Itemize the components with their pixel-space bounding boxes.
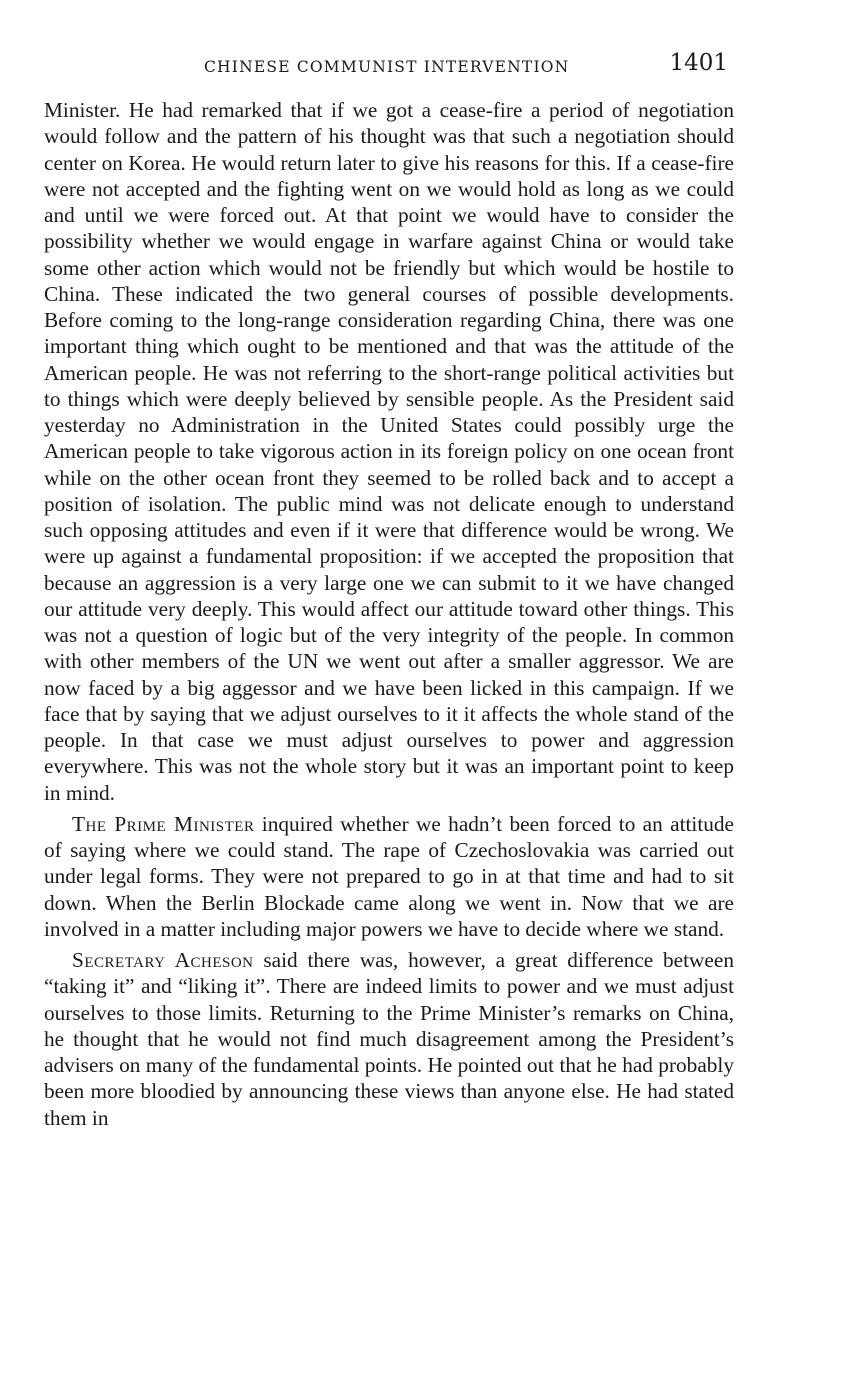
paragraph-text: Minister. He had remarked that if we got a cease-fire a period of negotiation would follow and the pattern of his thought was that such a negotiation should center on Korea. He would return later to give his reasons for this. If a cease-fire were not accepted and the fighting went on we would hold as long as we could and until we were forced out. At that point we would have to consider the possibility whether we would engage in warfare against China or would take some other action which would not be friendly but which would be hostile to China. These indicated the two general courses of possible developments. Before coming to the long-range consideration regarding China, there was one important thing which ought to be mentioned and that was the attitude of the American people. He was not referring to the short-range political activities but to things which were deeply believed by sensible people. As the President said yesterday no Administration in the United States could possibly urge the American people to take vigorous action in its foreign policy on one ocean front while on the other ocean front they seemed to be rolled back and to accept a position of isolation. The public mind was not delicate enough to understand such opposing attitudes and even if it were that difference would be wrong. We were up against a fundamental proposition: if we accepted the proposition that because an aggression is a very large one we can submit to it we have changed our attitude very deeply. This would affect our attitude toward other things. This was not a question of logic but of the very integrity of the people. In common with other members of the UN we went out after a smaller aggressor. We are now faced by a big aggessor and we have been licked in this campaign. If we face that by saying that we adjust ourselves to it it affects the whole stand of the people. In that case we must adjust ourselves to power and aggression everywhere. This was not the whole story but it was an important point to keep in mind. (44, 98, 734, 805)
running-head (44, 50, 734, 84)
paragraph-secretary-acheson (44, 947, 734, 1131)
page-number: 1401 (669, 50, 728, 76)
paragraph-continuation (44, 97, 734, 806)
body-text (44, 97, 734, 1131)
running-title: CHINESE COMMUNIST INTERVENTION (204, 58, 570, 76)
paragraph-text: inquired whether we hadn’t been forced to an attitude of saying where we could stand. The rape of Czechoslovakia was carried out under legal forms. They were not prepared to go in at that time and had to sit down. When the Berlin Blockade came along we went in. Now that we are involved in a matter including major powers we have to decide where we stand. (44, 811, 734, 941)
paragraph-prime-minister (44, 811, 734, 942)
paragraph-text: said there was, however, a great difference between “taking it” and “liking it”. There are indeed limits to power and we must adjust ourselves to those limits. Returning to the Prime Minister’s remarks on China, he thought that he would not find much disagreement among the President’s advisers on many of the fundamental points. He pointed out that he had probably been more bloodied by announcing these views than anyone else. He had stated them in (44, 948, 734, 1130)
speaker-name: Secretary Acheson (72, 948, 254, 972)
speaker-name: The Prime Minister (72, 811, 255, 836)
